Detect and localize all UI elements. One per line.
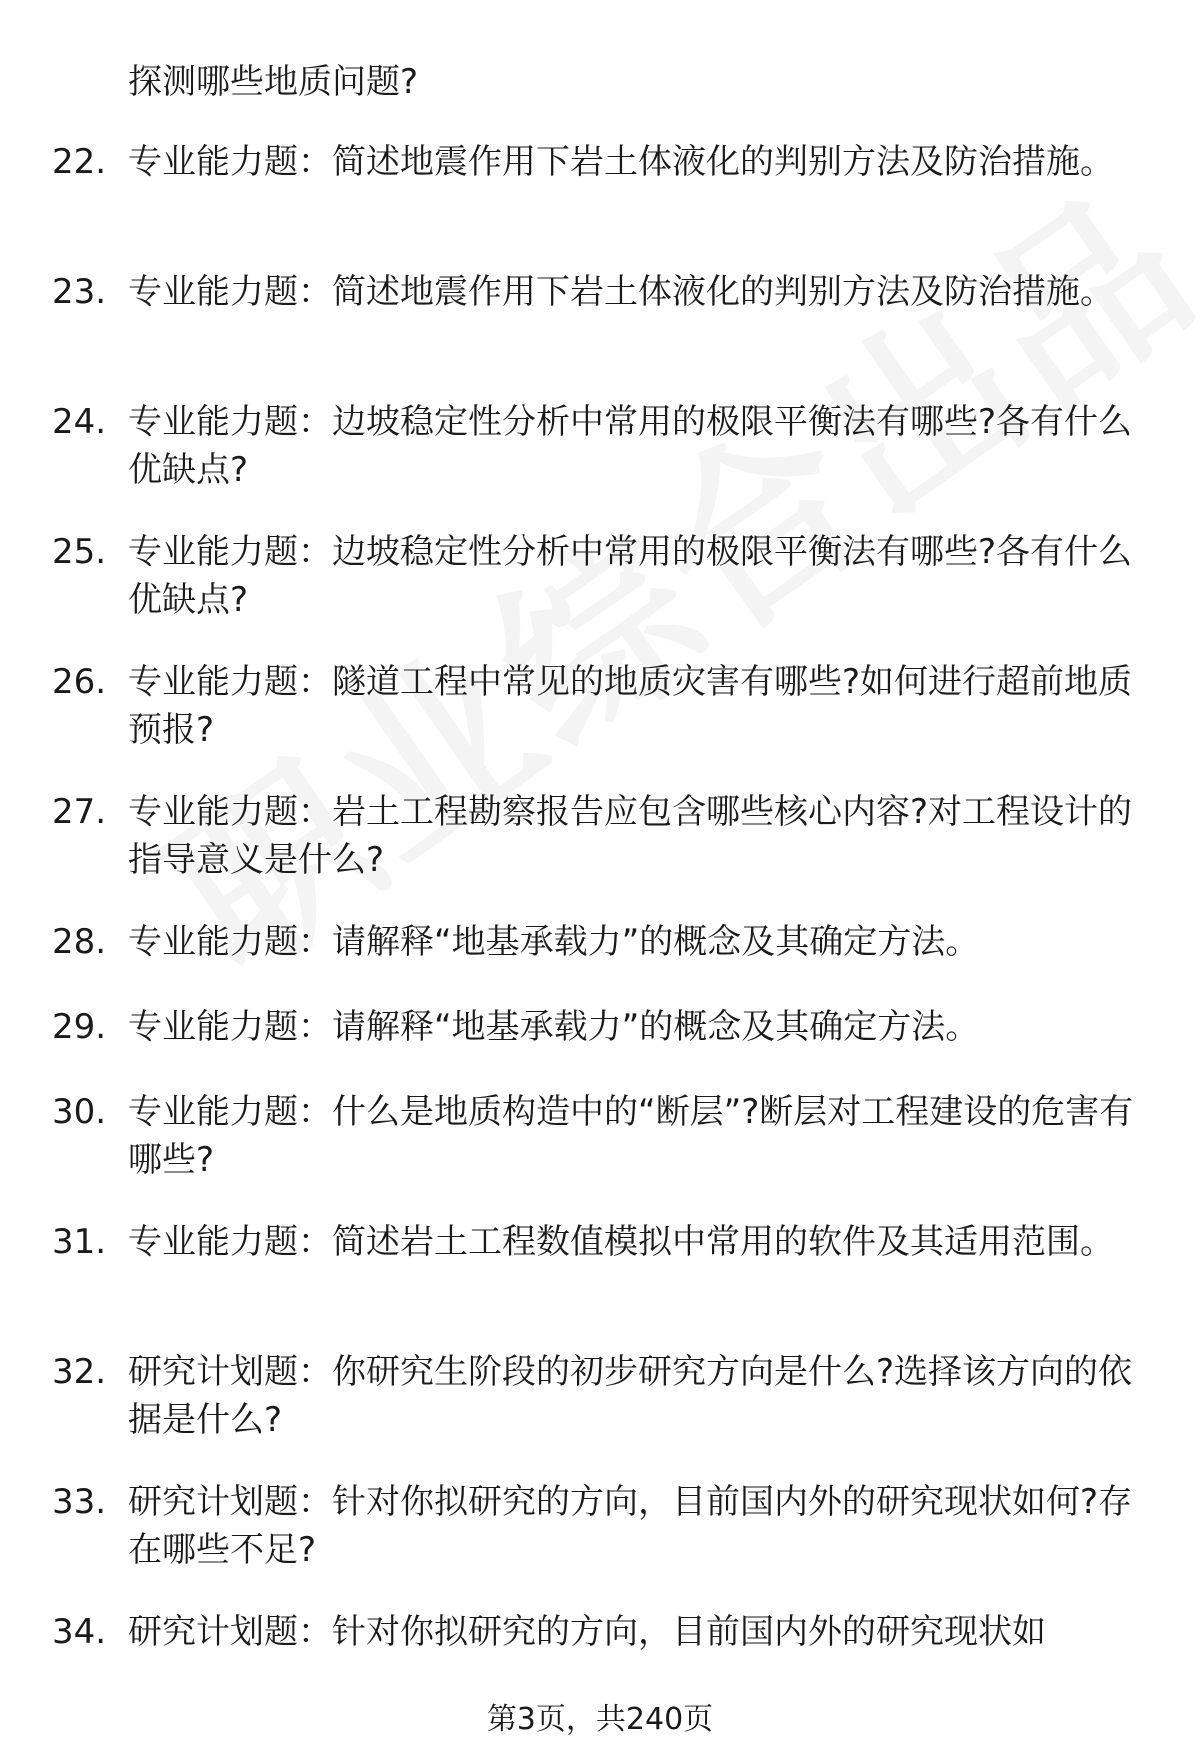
question-item-31 <box>0 1218 1200 1348</box>
question-text: 专业能力题：请解释“地基承载力”的概念及其确定方法。 <box>128 1007 980 1047</box>
question-item-30 <box>0 1088 1200 1218</box>
question-item-25 <box>0 528 1200 658</box>
question-number: 26. <box>52 662 107 702</box>
question-number: 32. <box>52 1352 107 1392</box>
question-number: 24. <box>52 402 107 442</box>
question-item-24 <box>0 398 1200 528</box>
question-number: 30. <box>52 1092 107 1132</box>
question-text: 研究计划题：你研究生阶段的初步研究方向是什么?选择该方向的依据是什么? <box>128 1352 1133 1440</box>
question-item-28 <box>0 918 1200 1003</box>
page-footer: 第3页，共240页 <box>486 1702 714 1737</box>
question-number: 27. <box>52 792 107 832</box>
question-number: 29. <box>52 1007 107 1047</box>
question-text: 研究计划题：针对你拟研究的方向，目前国内外的研究现状如 <box>128 1612 1046 1652</box>
question-number: 23. <box>52 272 107 312</box>
question-item-26 <box>0 658 1200 788</box>
question-item-34 <box>0 1608 1200 1693</box>
question-continuation: 探测哪些地质问题? <box>128 62 419 102</box>
question-number: 28. <box>52 922 107 962</box>
question-number: 22. <box>52 142 107 182</box>
question-text: 专业能力题：简述地震作用下岩土体液化的判别方法及防治措施。 <box>128 142 1114 182</box>
question-text: 专业能力题：边坡稳定性分析中常用的极限平衡法有哪些?各有什么优缺点? <box>128 532 1133 620</box>
question-text: 专业能力题：边坡稳定性分析中常用的极限平衡法有哪些?各有什么优缺点? <box>128 402 1133 490</box>
question-number: 25. <box>52 532 107 572</box>
question-number: 31. <box>52 1222 107 1262</box>
question-number: 34. <box>52 1612 107 1652</box>
question-text: 专业能力题：什么是地质构造中的“断层”?断层对工程建设的危害有哪些? <box>128 1092 1134 1180</box>
question-text: 专业能力题：简述岩土工程数值模拟中常用的软件及其适用范围。 <box>128 1222 1114 1262</box>
question-item-29 <box>0 1003 1200 1088</box>
question-item-23 <box>0 268 1200 398</box>
question-text: 专业能力题：简述地震作用下岩土体液化的判别方法及防治措施。 <box>128 272 1114 312</box>
question-text: 专业能力题：岩土工程勘察报告应包含哪些核心内容?对工程设计的指导意义是什么? <box>128 792 1133 880</box>
question-text: 研究计划题：针对你拟研究的方向，目前国内外的研究现状如何?存在哪些不足? <box>128 1482 1133 1570</box>
question-text: 专业能力题：请解释“地基承载力”的概念及其确定方法。 <box>128 922 980 962</box>
question-text: 专业能力题：隧道工程中常见的地质灾害有哪些?如何进行超前地质预报? <box>128 662 1133 750</box>
question-item-32 <box>0 1348 1200 1478</box>
question-item-33 <box>0 1478 1200 1608</box>
question-item-27 <box>0 788 1200 918</box>
question-list <box>0 138 1200 1693</box>
question-item-22 <box>0 138 1200 268</box>
question-number: 33. <box>52 1482 107 1522</box>
